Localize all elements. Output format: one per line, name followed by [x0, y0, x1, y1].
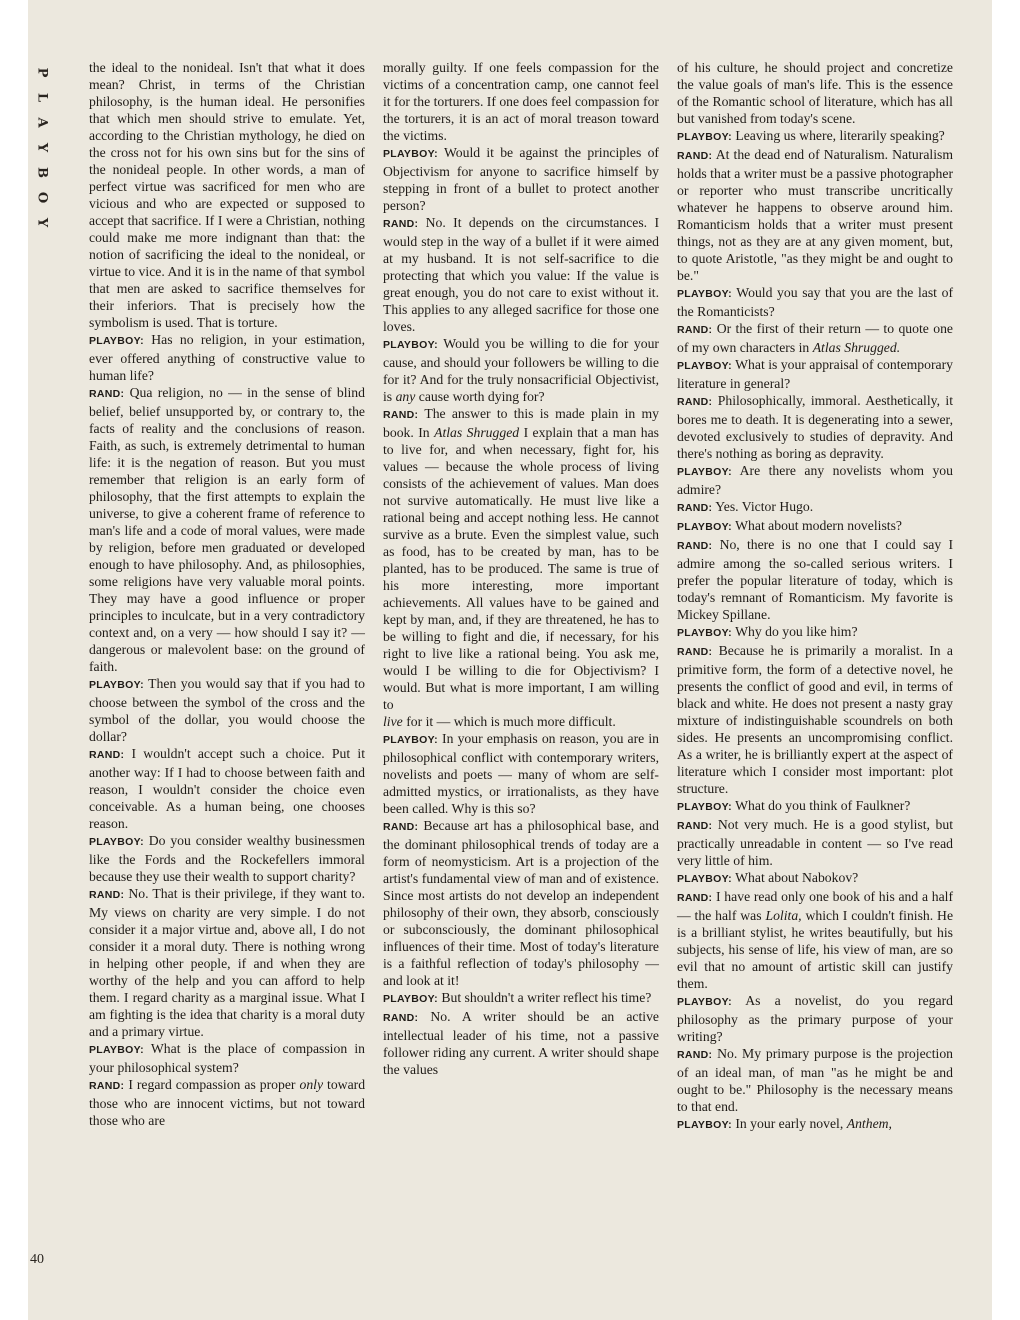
interview-exchange: [89, 885, 365, 1040]
interview-exchange: [677, 888, 953, 992]
masthead-letter: B: [34, 167, 50, 178]
speaker-label: RAND:: [677, 502, 713, 514]
masthead-letter: Y: [34, 142, 50, 153]
paragraph-text: What is your appraisal of contemporary literature in general?: [677, 357, 953, 391]
interview-exchange: [677, 127, 953, 146]
interview-exchange: [677, 498, 953, 517]
italic-text: Atlas Shrugged: [434, 425, 520, 440]
speaker-label: PLAYBOY:: [677, 1119, 732, 1131]
paragraph-text: What is the place of compassion in your philosophical system?: [89, 1041, 365, 1075]
speaker-label: PLAYBOY:: [677, 131, 732, 143]
paragraph-text: cause worth dying for?: [418, 389, 545, 404]
interview-exchange: [89, 384, 365, 675]
interview-exchange: [383, 817, 659, 989]
interview-exchange: [677, 1115, 953, 1134]
interview-exchange: [677, 356, 953, 392]
speaker-label: PLAYBOY:: [677, 360, 732, 372]
paragraph-text: No. My primary purpose is the projection of an ideal man, of man "as he might be and ought to be." Philosophy is the necessary means to that end.: [677, 1046, 954, 1114]
italic-text: live: [383, 714, 403, 729]
paragraph-text: Would it be against the principles of Objectivism for anyone to sacrifice himself by stepping in front of a bullet to protect another person?: [383, 145, 659, 213]
speaker-label: RAND:: [677, 150, 713, 162]
interview-exchange: [677, 623, 953, 642]
text-column-1: [89, 59, 365, 1129]
paragraph-text: No. It depends on the circumstances. I would step in the way of a bullet if it were aimed at my husband. It is not self-sacrifice to die protecting that which you value: If the value is great enough, you do not care to exist without it. This applies to any alleged sacrifice for those one loves.: [383, 215, 660, 334]
italic-text: only: [299, 1077, 324, 1092]
masthead-letter: O: [34, 191, 50, 204]
italic-text: Lolita,: [765, 908, 802, 923]
paragraph: [383, 59, 659, 144]
speaker-label: RAND:: [677, 324, 713, 336]
interview-exchange: [677, 536, 953, 623]
speaker-label: RAND:: [677, 646, 713, 658]
interview-exchange: [677, 1045, 953, 1115]
paragraph-text: In your early novel,: [735, 1116, 844, 1131]
interview-exchange: [677, 392, 953, 462]
speaker-label: RAND:: [89, 388, 125, 400]
speaker-label: PLAYBOY:: [89, 1044, 144, 1056]
speaker-label: PLAYBOY:: [677, 288, 732, 300]
text-column-3: [677, 59, 953, 1134]
paragraph-text: Do you consider wealthy businessmen like the Fords and the Rockefellers immoral because they use their wealth to support charity?: [89, 833, 366, 884]
paragraph-text: In your emphasis on reason, you are in philosophical conflict with contemporary writers, novelists and poets — many of whom are self-admitted mystics, or irrationalists, as they have been called. Why is this so?: [383, 731, 660, 816]
masthead-letter: Y: [34, 217, 50, 228]
speaker-label: RAND:: [677, 820, 713, 832]
paragraph-text: No, there is no one that I could say I admire among the so-called serious writers. I prefer the popular literature of today, which is today's remnant of Romanticism. My favorite is Mickey Spillane.: [677, 537, 953, 622]
speaker-label: PLAYBOY:: [383, 339, 438, 351]
speaker-label: RAND:: [677, 540, 713, 552]
paragraph-text: Would you be willing to die for your cause, and should your followers be willing to die for it? And for the truly nonsacrificial Objectivist, is: [383, 336, 659, 404]
text-column-2: [383, 59, 659, 1078]
paragraph: [89, 59, 365, 331]
speaker-label: PLAYBOY:: [677, 801, 732, 813]
paragraph-text: As a novelist, do you regard philosophy as the primary purpose of your writing?: [677, 993, 953, 1044]
speaker-label: RAND:: [89, 889, 125, 901]
interview-exchange: [89, 745, 365, 832]
paragraph-text: No. A writer should be an active intellectual leader of his time, not a passive follower riding any current. A writer should shape the values: [383, 1009, 659, 1077]
interview-exchange: [383, 144, 659, 214]
interview-exchange: [383, 989, 659, 1008]
paragraph-text: Would you say that you are the last of the Romanticists?: [677, 285, 953, 319]
paragraph: [383, 713, 659, 730]
interview-exchange: [677, 869, 953, 888]
interview-exchange: [677, 284, 953, 320]
speaker-label: RAND:: [677, 396, 713, 408]
paragraph-text: of his culture, he should project and concretize the value goals of man's life. This is the essence of the Romantic school of literature, which has all but vanished from today's scene.: [677, 60, 953, 126]
interview-exchange: [677, 146, 953, 284]
masthead-letter: P: [34, 67, 50, 78]
paragraph-text: Because he is primarily a moralist. In a primitive form, the form of a detective novel, he presents the conflict of good and evil, in terms of black and white. He does not present a nasty gray mixture of indistinguishable scoundrels on both sides. He presents an uncompromising conflict. As a writer, he is brilliantly expert at the aspect of literature which I consider most important: plot structure.: [677, 643, 953, 796]
speaker-label: PLAYBOY:: [89, 679, 144, 691]
paragraph-text: I have read only one book of his and a half — the half was: [677, 889, 954, 923]
interview-exchange: [383, 405, 659, 713]
paragraph-text: which I couldn't finish. He is a brilliant stylist, he writes beautifully, but his subjects, his sense of life, his view of man, are so evil that no amount of artistic skill can justify them.: [677, 908, 954, 991]
speaker-label: PLAYBOY:: [677, 996, 732, 1008]
italic-text: any: [395, 389, 416, 404]
interview-exchange: [677, 517, 953, 536]
masthead-vertical: [34, 60, 50, 235]
paragraph-text: What about Nabokov?: [735, 870, 859, 885]
paragraph-text: What about modern novelists?: [735, 518, 902, 533]
speaker-label: RAND:: [383, 821, 419, 833]
masthead-letter: L: [34, 92, 50, 103]
speaker-label: PLAYBOY:: [89, 335, 144, 347]
speaker-label: PLAYBOY:: [677, 627, 732, 639]
paragraph-text: Qua religion, no — in the sense of blind belief, belief unsupported by, or contrary to, the facts of reality and the conclusions of reason. Faith, as such, is extremely detrimental to human life: it is the negation of reason. But you must remember that religion is an early form of philosophy, that the first attempts to explain the universe, to give a coherent frame of reference to man's life and a code of moral values, were made by religion, before men graduated or developed enough to have philosophy. And, as philosophies, some religions have very valuable moral points. They may have a good influence or proper principles to inculcate, but in a very contradictory context and, on a very — how should I say it? — dangerous or malevolent base: on the ground of faith.: [89, 385, 365, 674]
interview-exchange: [383, 214, 659, 335]
paragraph-text: Philosophically, immoral. Aesthetically, it bores me to death. It is degenerating into a sewer, devoted exclusively to studies of depravity. And there's nothing as boring as depravity.: [677, 393, 954, 461]
masthead-letter: A: [34, 117, 50, 128]
paragraph-text: Then you would say that if you had to choose between the symbol of the cross and the symbol of the dollar, you would choose the dollar?: [89, 676, 365, 744]
speaker-label: RAND:: [89, 749, 125, 761]
speaker-label: PLAYBOY:: [677, 466, 732, 478]
paragraph-text: No. That is their privilege, if they want to. My views on charity are very simple. I do not consider it a major virtue and, above all, I do not consider it a moral duty. There is nothing wrong in helping other people, if and when they are worthy of the help and you can afford to help them. I regard charity as a marginal issue. What I am fighting is the idea that charity is a moral duty and a primary virtue.: [89, 886, 365, 1039]
paragraph-text: What do you think of Faulkner?: [735, 798, 911, 813]
speaker-label: RAND:: [383, 409, 419, 421]
magazine-page: [28, 0, 992, 1320]
paragraph-text: At the dead end of Naturalism. Naturalism holds that a writer must be a passive photographer or reporter who must transcribe uncritically whatever he happens to observe around him. Romanticism holds that a writer must present things, not as they are at any given moment, but, to quote Aristotle, "as they might be and ought to be.": [677, 147, 953, 283]
paragraph-text: I regard compassion as proper: [128, 1077, 296, 1092]
interview-exchange: [89, 832, 365, 885]
paragraph-text: toward those who are innocent victims, but not toward those who are: [89, 1077, 366, 1128]
paragraph-text: Leaving us where, literarily speaking?: [735, 128, 945, 143]
speaker-label: PLAYBOY:: [383, 148, 438, 160]
interview-exchange: [89, 331, 365, 384]
paragraph-text: Because art has a philosophical base, and the dominant philosophical trends of today are a form of neomysticism. Art is a projection of the artist's fundamental view of man and of existence. Since most artists do not develop an independent philosophy of their own, they absorb, consciously or subconsciously, the dominant philosophical influences of their time. Most of today's literature is a faithful reflection of today's philosophy — and look at it!: [383, 818, 659, 988]
speaker-label: PLAYBOY:: [383, 993, 438, 1005]
interview-exchange: [383, 1008, 659, 1078]
speaker-label: PLAYBOY:: [677, 521, 732, 533]
interview-exchange: [677, 816, 953, 869]
paragraph-text: the ideal to the nonideal. Isn't that what it does mean? Christ, in terms of the Christian philosophy, is the human ideal. He personifies that which men should strive to emulate. Yet, according to the Christian mythology, he died on the cross not for his own sins but for the sins of the nonideal people. In other words, a man of perfect virtue was sacrificed for men who are vicious and who are expected or supposed to accept that sacrifice. If I were a Christian, nothing could make me more indignant than that: the notion of sacrificing the ideal to the nonideal, or virtue to vice. And it is in the name of that symbol that men are asked to sacrifice themselves for their inferiors. That is precisely how the symbolism is used. That is torture.: [89, 60, 365, 330]
interview-exchange: [383, 730, 659, 817]
speaker-label: PLAYBOY:: [677, 873, 732, 885]
paragraph-text: The answer to this is made plain in my book. In: [383, 406, 659, 440]
speaker-label: RAND:: [383, 1012, 419, 1024]
italic-text: Anthem,: [846, 1116, 892, 1131]
speaker-label: PLAYBOY:: [89, 836, 144, 848]
paragraph-text: morally guilty. If one feels compassion for the victims of a concentration camp, one cannot feel it for the torturers. If one does feel compassion for the torturers, it is an act of moral treason toward the victims.: [383, 60, 659, 143]
paragraph-text: Not very much. He is a good stylist, but practically unreadable in content — so I've read very little of him.: [677, 817, 954, 868]
interview-exchange: [677, 992, 953, 1045]
paragraph-text: I explain that a man has to live for, and when necessary, fight for, his values — because the whole process of living consists of the achievement of values. Man does not survive automatically. He must live like a rational being and accept nothing less. He cannot survive as a brute. Even the simplest value, such as food, has to be created by man, has to be planted, has to be produced. The same is true of his more interesting, more important achievements. All values have to be gained and kept by man, and, if they are threatened, he has to be willing to fight and die, if necessary, for his right to live like a rational being. You ask me, would I be willing to die for Objectivism? I would. But what is more important, I am willing to: [383, 425, 659, 712]
paragraph-text: Or the first of their return — to quote one of my own characters in: [677, 321, 954, 355]
paragraph-text: Yes. Victor Hugo.: [715, 499, 814, 514]
interview-exchange: [677, 642, 953, 797]
paragraph: [677, 59, 953, 127]
paragraph-text: But shouldn't a writer reflect his time?: [441, 990, 652, 1005]
paragraph-text: Has no religion, in your estimation, ever offered anything of constructive value to human life?: [89, 332, 366, 383]
speaker-label: RAND:: [677, 892, 713, 904]
paragraph-text: for it — which is much more difficult.: [406, 714, 616, 729]
speaker-label: RAND:: [677, 1049, 713, 1061]
italic-text: Atlas Shrugged.: [812, 340, 901, 355]
page-number: 40: [30, 1252, 44, 1267]
interview-exchange: [89, 1040, 365, 1076]
paragraph-text: I wouldn't accept such a choice. Put it another way: If I had to choose between faith and reason, I wouldn't consider the choice even conceivable. As a human being, one chooses reason.: [89, 746, 365, 831]
interview-exchange: [89, 675, 365, 745]
paragraph-text: Why do you like him?: [735, 624, 858, 639]
interview-exchange: [89, 1076, 365, 1129]
interview-exchange: [677, 320, 953, 356]
interview-exchange: [677, 462, 953, 498]
interview-exchange: [383, 335, 659, 405]
interview-exchange: [677, 797, 953, 816]
speaker-label: RAND:: [383, 218, 419, 230]
paragraph-text: Are there any novelists whom you admire?: [677, 463, 953, 497]
speaker-label: RAND:: [89, 1080, 125, 1092]
speaker-label: PLAYBOY:: [383, 734, 438, 746]
